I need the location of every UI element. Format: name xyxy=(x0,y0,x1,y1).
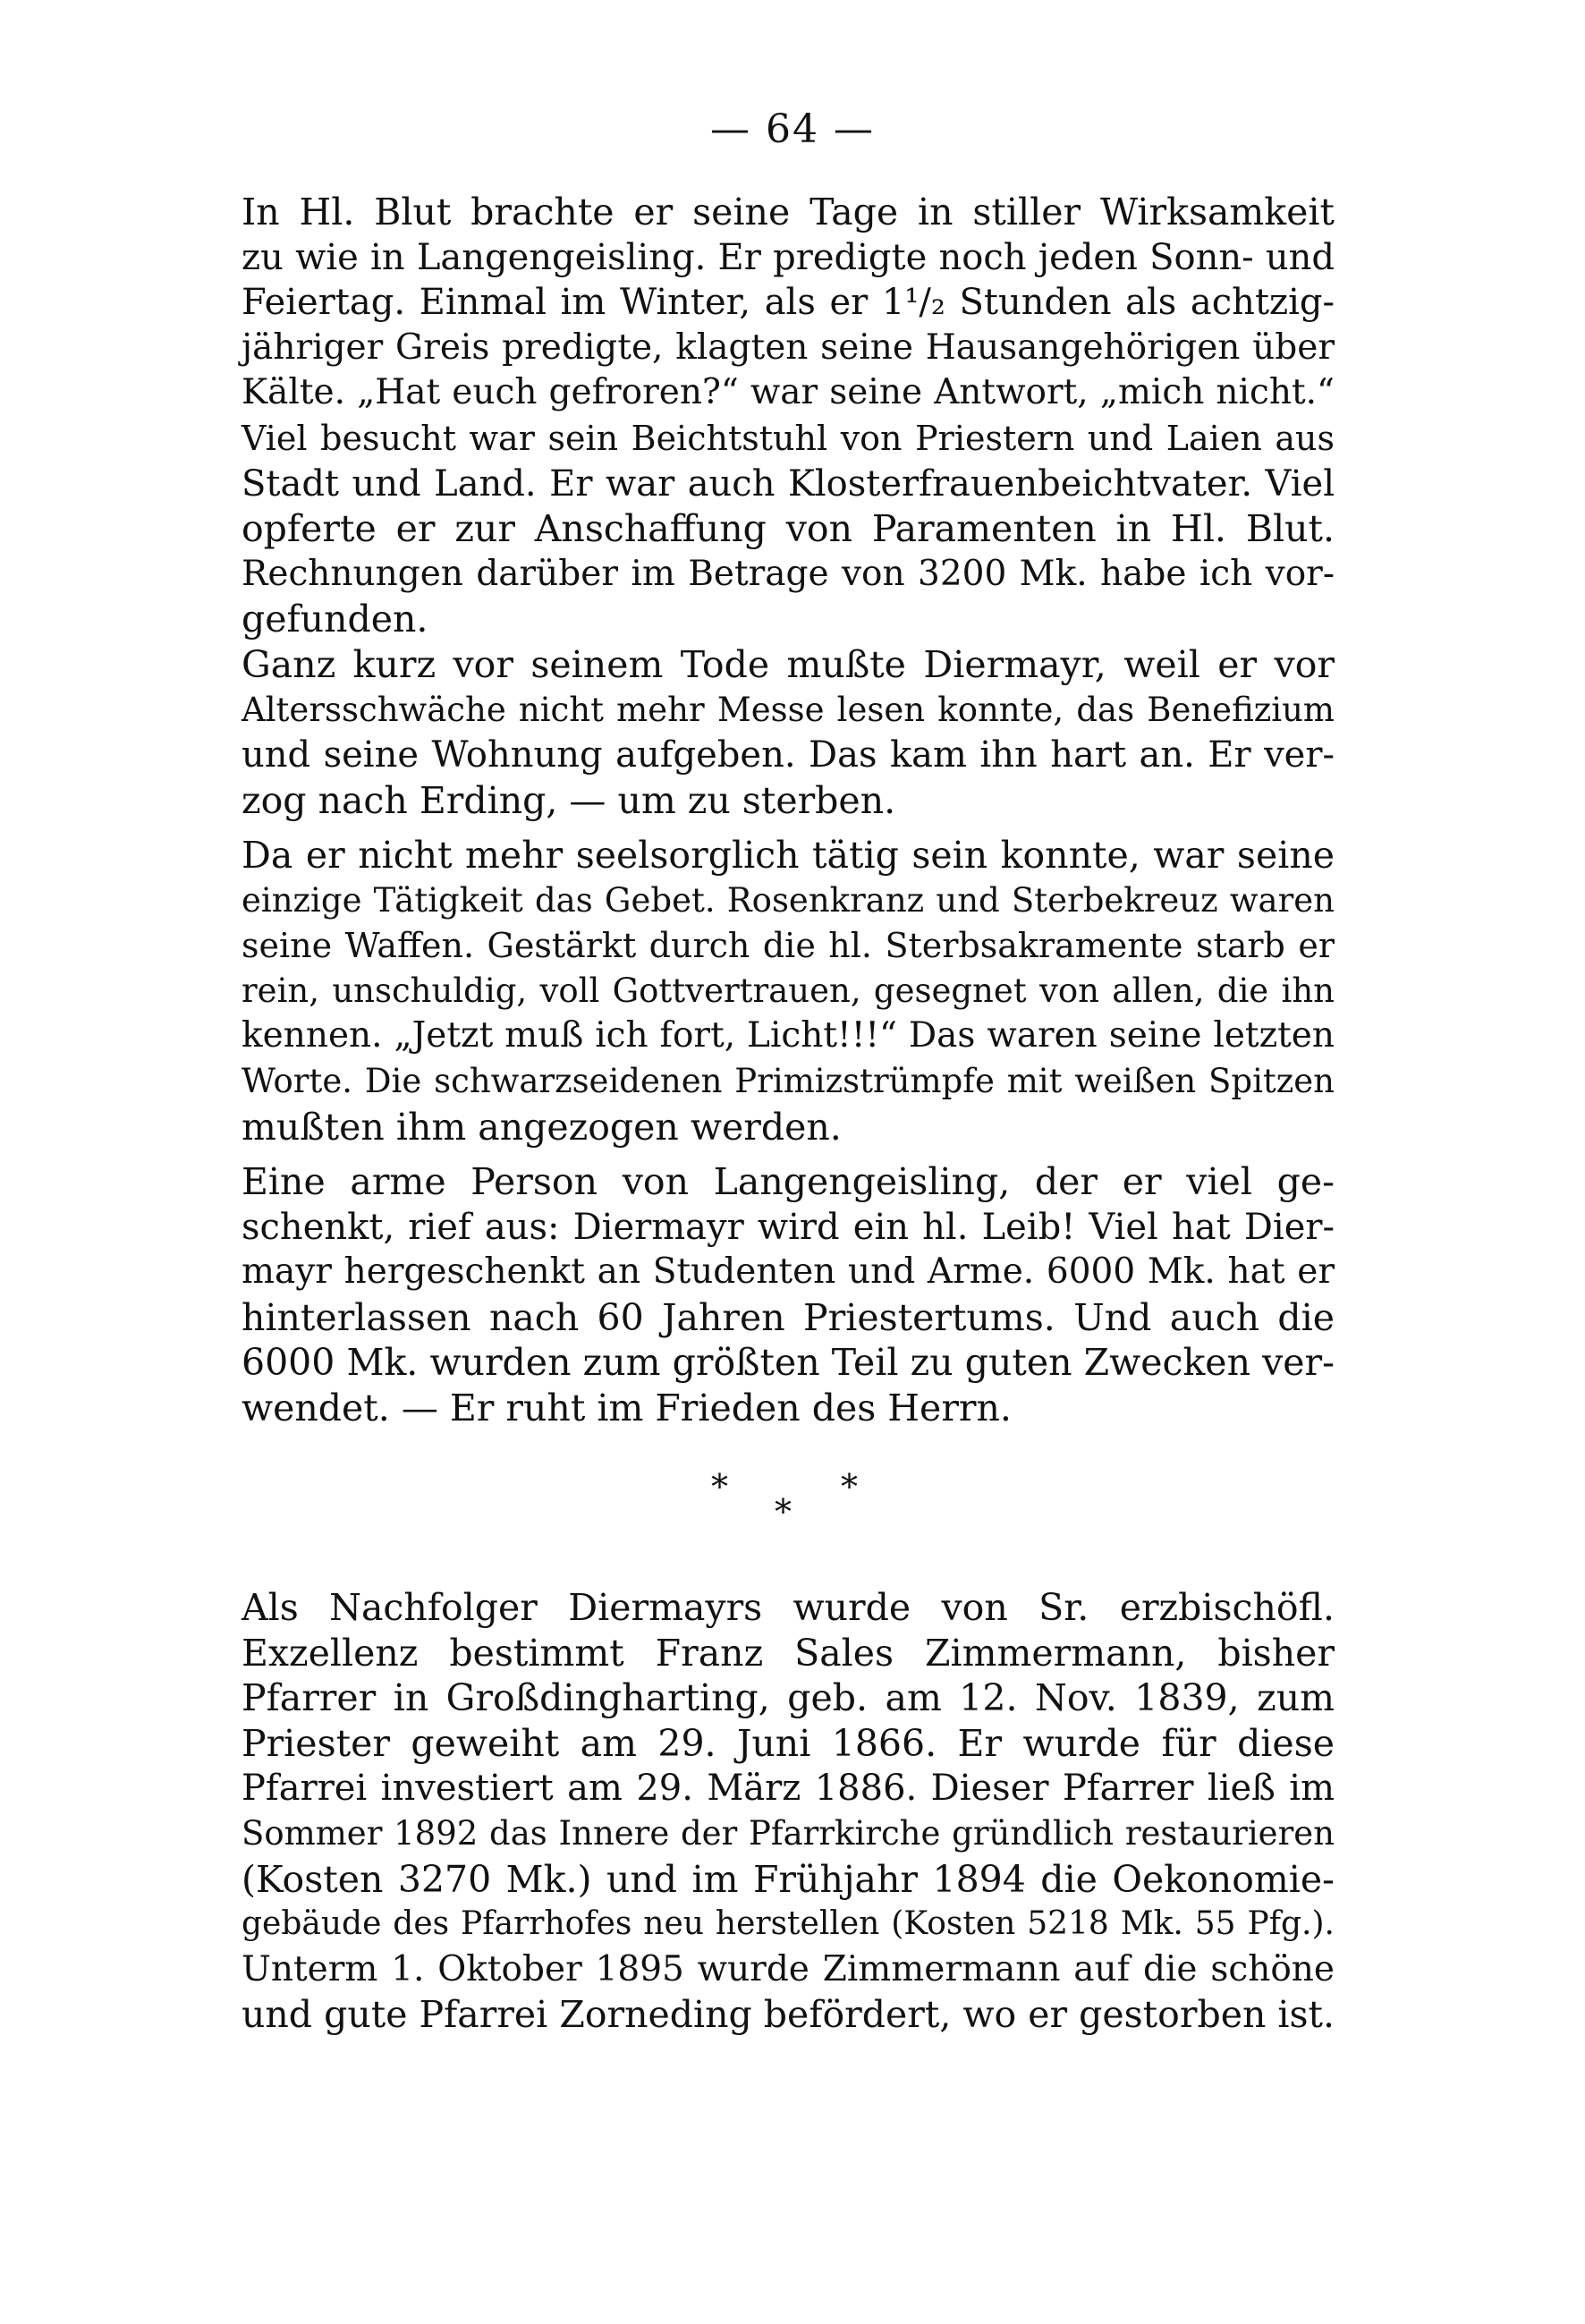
text-line: und gute Pfarrei Zorneding befördert, wo er gestorben ist. xyxy=(242,1993,1335,2037)
text-line: hinterlassen nach 60 Jahren Priestertums. Und auch die xyxy=(242,1295,1335,1339)
text-line: Ganz kurz vor seinem Tode mußte Diermayr, weil er vor xyxy=(242,643,1335,686)
text-line: Als Nachfolger Diermayrs wurde von Sr. erzbischöfl. xyxy=(242,1586,1335,1629)
text-line: Exzellenz bestimmt Franz Sales Zimmermann, bisher xyxy=(242,1631,1335,1675)
paragraph-5 xyxy=(242,1585,1335,2038)
text-line: jähriger Greis predigte, klagten seine Hausangehörigen über xyxy=(242,327,1335,368)
text-line: seine Waffen. Gestärkt durch die hl. Sterbsakramente starb er xyxy=(242,926,1335,966)
text-line: und seine Wohnung aufgeben. Das kam ihn hart an. Er ver- xyxy=(242,734,1335,776)
page-number: — 64 — xyxy=(710,106,875,152)
asterism-star: * xyxy=(711,1467,728,1506)
text-line: gebäude des Pfarrhofes neu herstellen (Kosten 5218 Mk. 55 Pfg.). xyxy=(242,1905,1335,1943)
text-line: Pfarrei investiert am 29. März 1886. Dieser Pfarrer ließ im xyxy=(242,1768,1335,1810)
paragraph-4 xyxy=(242,1159,1335,1431)
text-line: 6000 Mk. wurden zum größten Teil zu guten Zwecken ver- xyxy=(242,1341,1335,1385)
text-line: mayr hergeschenkt an Studenten und Arme. 6000 Mk. hat er xyxy=(242,1251,1335,1293)
paragraph-3 xyxy=(242,833,1335,1149)
text-line: Pfarrer in Großdingharting, geb. am 12. Nov. 1839, zum xyxy=(242,1676,1335,1720)
text-line: In Hl. Blut brachte er seine Tage in stiller Wirksamkeit xyxy=(242,191,1335,233)
text-line: wendet. — Er ruht im Frieden des Herrn. xyxy=(242,1386,1012,1429)
text-line: Da er nicht mehr seelsorglich tätig sein konnte, war seine xyxy=(242,834,1335,877)
text-line: opferte er zur Anschaffung von Paramenten in Hl. Blut. xyxy=(242,507,1335,551)
asterism-star: * xyxy=(775,1492,792,1531)
text-line: mußten ihm angezogen werden. xyxy=(242,1105,842,1149)
text-line: Feiertag. Einmal im Winter, als er 1¹/₂ Stunden als achtzig- xyxy=(242,282,1335,324)
text-line: Viel besucht war sein Beichtstuhl von Priestern und Laien aus xyxy=(242,418,1335,458)
text-line: kennen. „Jetzt muß ich fort, Licht!!!“ Das waren seine letzten xyxy=(242,1015,1335,1056)
text-line: Worte. Die schwarzseidenen Primizstrümpfe mit weißen Spitzen xyxy=(242,1061,1335,1100)
text-line: Rechnungen darüber im Betrage von 3200 Mk. habe ich vor- xyxy=(242,553,1335,594)
text-line: schenkt, rief aus: Diermayr wird ein hl. Leib! Viel hat Dier- xyxy=(242,1206,1335,1248)
text-line: zu wie in Langengeisling. Er predigte noch jeden Sonn- und xyxy=(242,236,1335,278)
paragraph-2 xyxy=(242,642,1335,823)
paragraph-1 xyxy=(242,190,1335,642)
text-line: Altersschwäche nicht mehr Messe lesen konnte, das Benefizium xyxy=(242,690,1335,729)
text-line: Eine arme Person von Langengeisling, der er viel ge- xyxy=(242,1160,1335,1203)
asterism-star: * xyxy=(841,1467,858,1506)
text-line: einzige Tätigkeit das Gebet. Rosenkranz und Sterbekreuz waren xyxy=(242,880,1335,920)
text-line: gefunden. xyxy=(242,598,428,641)
text-line: Unterm 1. Oktober 1895 wurde Zimmermann auf die schöne xyxy=(242,1948,1335,1989)
text-line: Stadt und Land. Er war auch Klosterfrauenbeichtvater. Viel xyxy=(242,462,1335,505)
text-line: Priester geweiht am 29. Juni 1866. Er wurde für diese xyxy=(242,1721,1335,1765)
text-line: Sommer 1892 das Innere der Pfarrkirche gründlich restaurieren xyxy=(242,1813,1335,1853)
text-line: rein, unschuldig, voll Gottvertrauen, gesegnet von allen, die ihn xyxy=(242,971,1335,1010)
section-divider-asterism xyxy=(0,1467,1585,1539)
text-line: Kälte. „Hat euch gefroren?“ war seine Antwort, „mich nicht.“ xyxy=(242,372,1335,413)
text-line: zog nach Erding, — um zu sterben. xyxy=(242,778,896,822)
text-line: (Kosten 3270 Mk.) und im Frühjahr 1894 die Oekonomie- xyxy=(242,1857,1335,1901)
